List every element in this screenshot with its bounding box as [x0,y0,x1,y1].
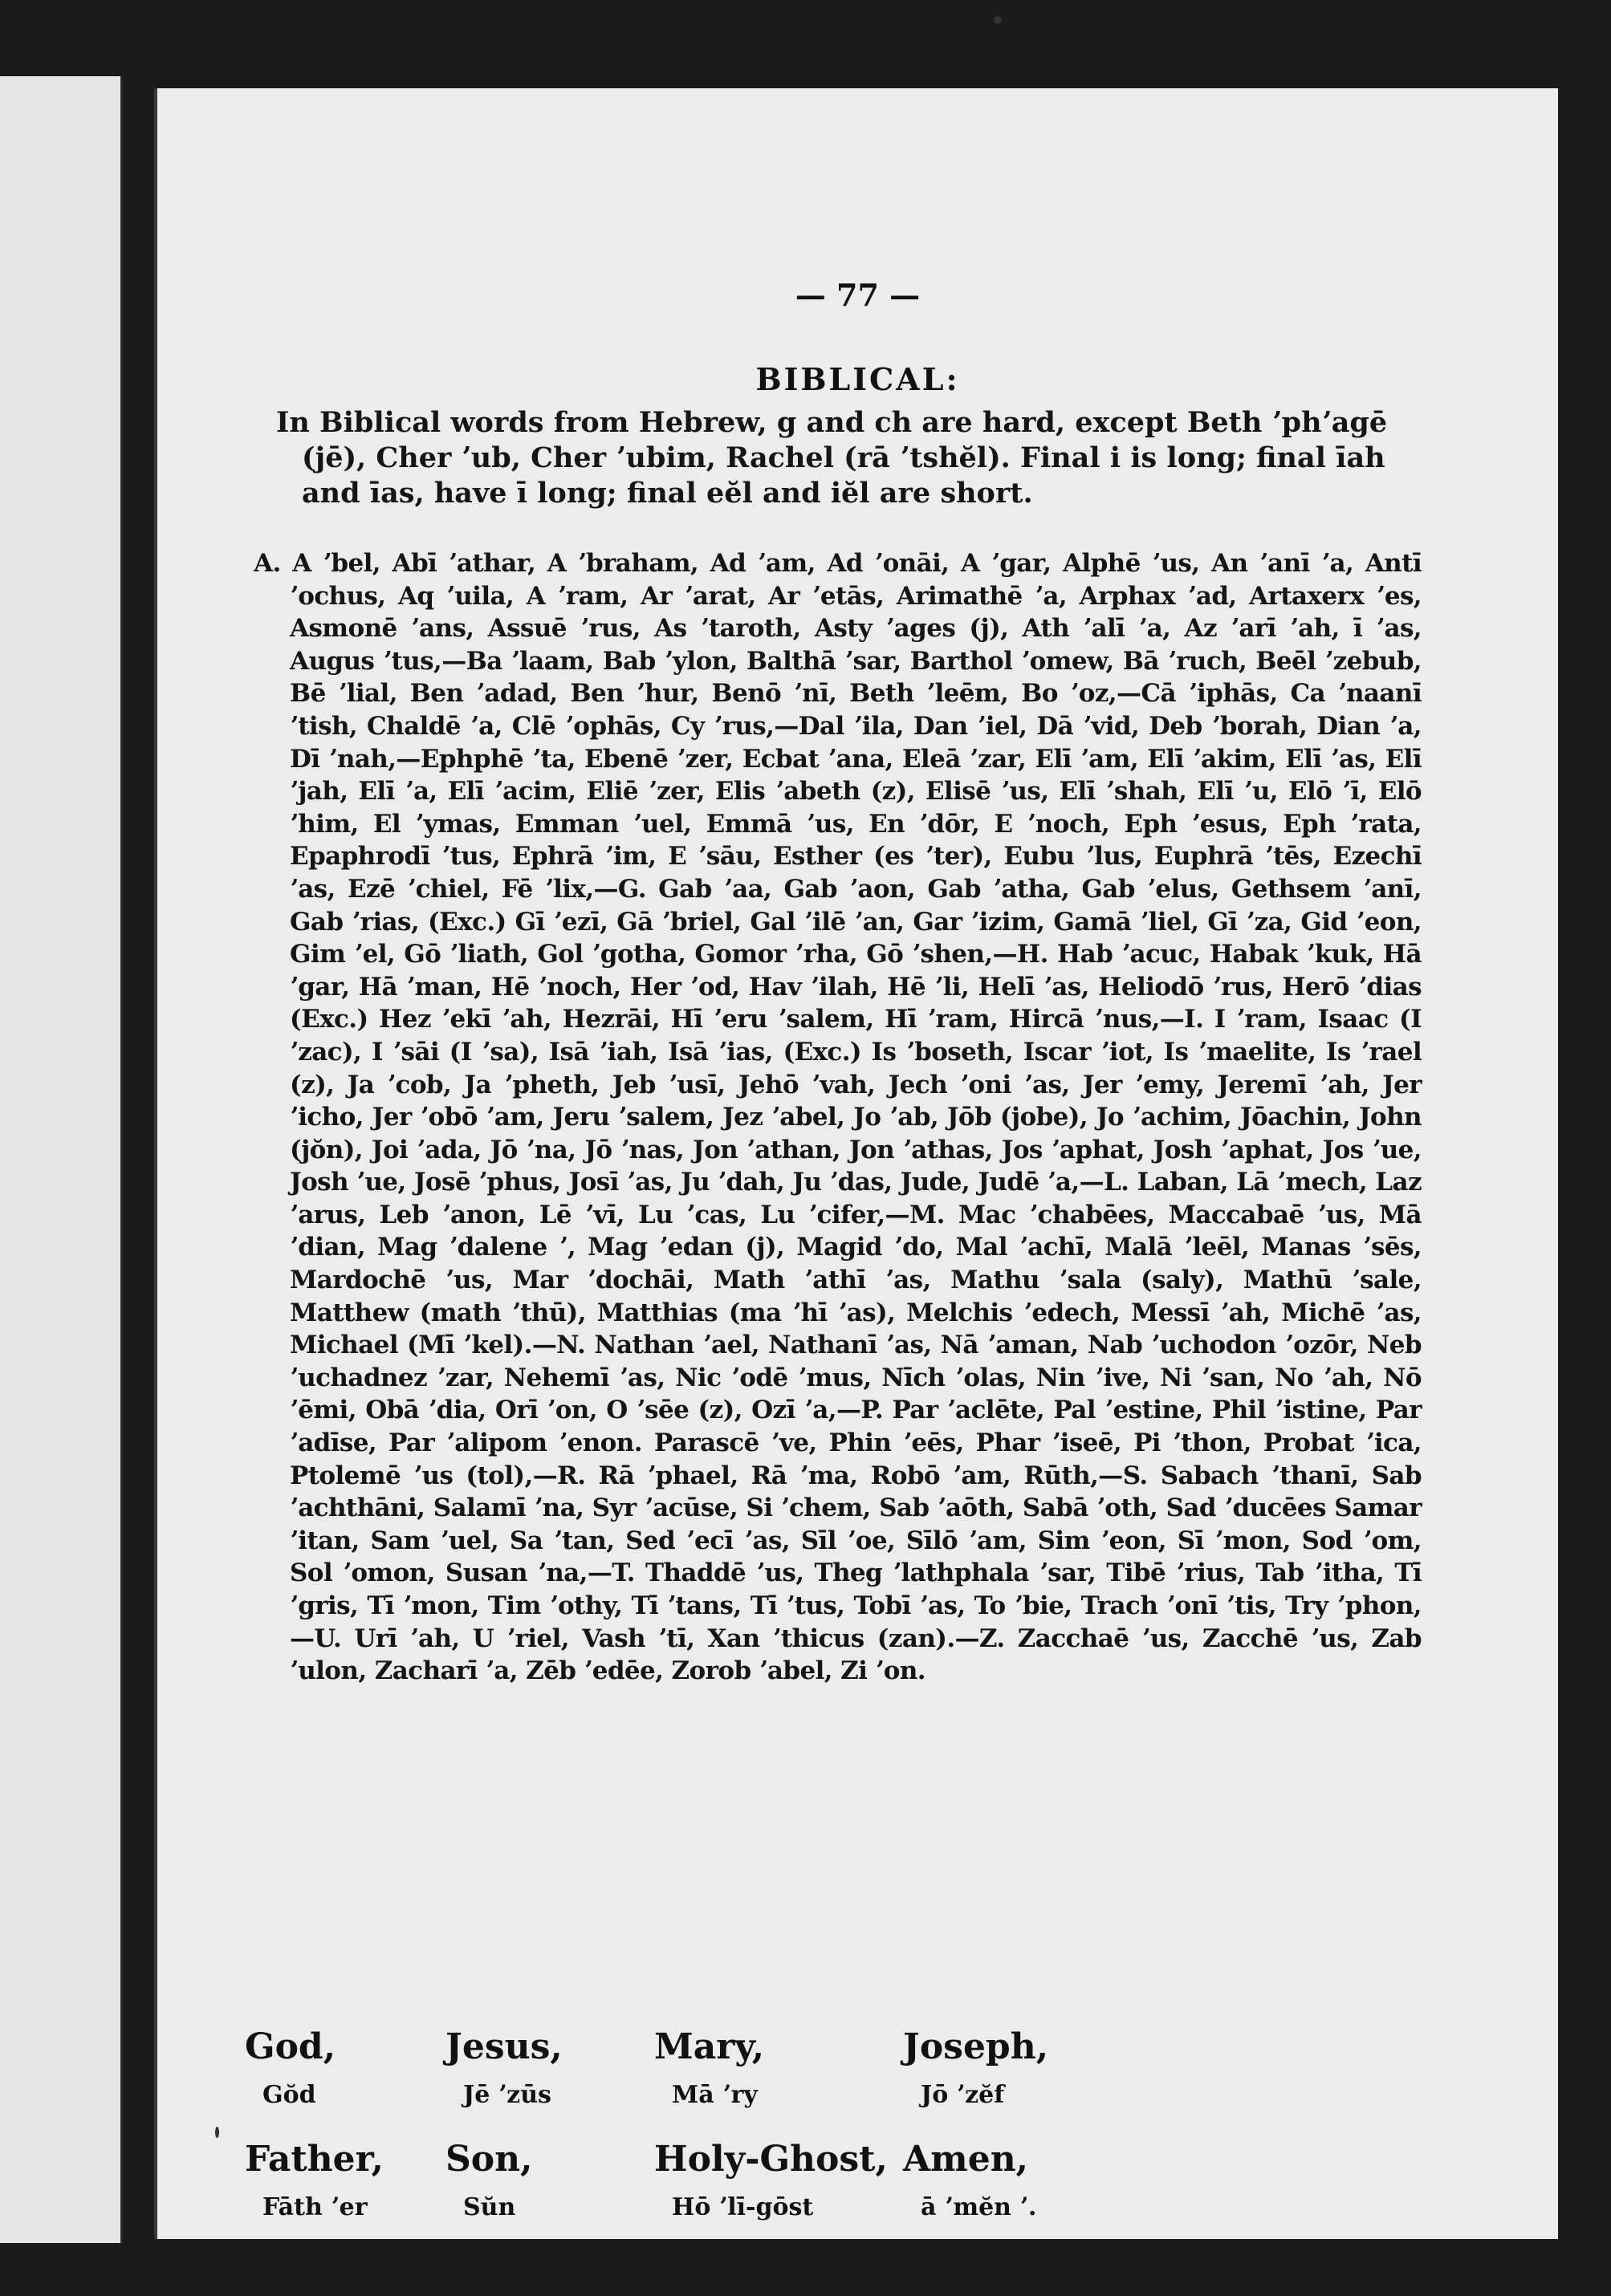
name-pronunciation: Hō ʼlī-gōst [672,2193,814,2221]
name-word: Joseph, [903,2026,1049,2067]
ink-mark [215,2127,219,2138]
name-word: God, [245,2026,336,2067]
name-word: Jesus, [445,2026,563,2067]
page-number: — 77 — [795,277,921,313]
name-pronunciation: Fāth ʼer [262,2193,368,2221]
name-word: Son, [445,2139,533,2180]
name-pronunciation: Sŭn [463,2193,516,2221]
sacred-names-table [245,2026,1248,2243]
name-pronunciation: Mā ʼry [672,2081,758,2109]
name-pronunciation: Jō ʼzĕf [921,2081,1005,2109]
name-word: Amen, [903,2139,1028,2180]
adjacent-page-edge [0,76,123,2243]
name-word: Father, [245,2139,384,2180]
name-word: Holy-Ghost, [654,2139,888,2180]
intro-paragraph: In Biblical words from Hebrew, g and ch are hard, except Beth ʼphʼagē (jē), Cher ʼub, Cher ʼubim, Rachel (rā ʼtshĕl). Final i is long; final īah and īas, have ī long; final eĕl and iĕl are short. [276,406,1388,510]
book-page [154,88,1558,2239]
name-pronunciation: Jē ʼzūs [463,2081,551,2109]
ink-speck [994,16,1002,24]
name-pronunciation: Gŏd [262,2081,316,2109]
section-heading: BIBLICAL: [755,361,960,397]
name-word: Mary, [654,2026,765,2067]
biblical-names-list: A. A ʼbel, Abī ʼathar, A ʼbraham, Ad ʼam, Ad ʼonāi, A ʼgar, Alphē ʼus, An ʼanī ʼa, Antī ʼochus, Aq ʼuila, A ʼram, Ar ʼarat, Ar ʼetās, Arimathē ʼa, Arphax ʼad, Artaxerx ʼes, Asmonē ʼans, Assuē ʼrus, As ʼtaroth, Asty ʼages (j), Ath ʼalī ʼa, Az ʼarī ʼah, ī ʼas, Augus ʼtus,—Ba ʼlaam, Bab ʼylon, Balthā ʼsar, Barthol ʼomew, Bā ʼruch, Beēl ʼzebub, Bē ʼlial, Ben ʼadad, Ben ʼhur, Benō ʼnī, Beth ʼleēm, Bo ʼoz,—Cā ʼiphās, Ca ʼnaanī ʼtish, Chaldē ʼa, Clē ʼophās, Cy ʼrus,—Dal ʼila, Dan ʼiel, Dā ʼvid, Deb ʼborah, Dian ʼa, Dī ʼnah,—Ephphē ʼta, Ebenē ʼzer, Ecbat ʼana, Eleā ʼzar, Elī ʼam, Elī ʼakim, Elī ʼas, Elī ʼjah, Elī ʼa, Elī ʼacim, Eliē ʼzer, Elis ʼabeth (z), Elisē ʼus, Elī ʼshah, Elī ʼu, Elō ʼī, Elō ʼhim, El ʼymas, Emman ʼuel, Emmā ʼus, En ʼdōr, E ʼnoch, Eph ʼesus, Eph ʼrata, Epaphrodī ʼtus, Ephrā ʼim, E ʼsāu, Esther (es ʼter), Eubu ʼlus, Euphrā ʼtēs, Ezechī ʼas, Ezē ʼchiel, Fē ʼlix,—G. Gab ʼaa, Gab ʼaon, Gab ʼatha, Gab ʼelus, Gethsem ʼanī, Gab ʼrias, (Exc.) Gī ʼezī, Gā ʼbriel, Gal ʼilē ʼan, Gar ʼizim, Gamā ʼliel, Gī ʼza, Gid ʼeon, Gim ʼel, Gō ʼliath, Gol ʼgotha, Gomor ʼrha, Gō ʼshen,—H. Hab ʼacuc, Habak ʼkuk, Hā ʼgar, Hā ʼman, Hē ʼnoch, Her ʼod, Hav ʼilah, Hē ʼli, Helī ʼas, Heliodō ʼrus, Herō ʼdias (Exc.) Hez ʼekī ʼah, Hezrāi, Hī ʼeru ʼsalem, Hī ʼram, Hircā ʼnus,—I. I ʼram, Isaac (I ʼzac), I ʼsāi (I ʼsa), Isā ʼiah, Isā ʼias, (Exc.) Is ʼboseth, Iscar ʼiot, Is ʼmaelite, Is ʼrael (z), Ja ʼcob, Ja ʼpheth, Jeb ʼusī, Jehō ʼvah, Jech ʼoni ʼas, Jer ʼemy, Jeremī ʼah, Jer ʼicho, Jer ʼobō ʼam, Jeru ʼsalem, Jez ʼabel, Jo ʼab, Jōb (jobe), Jo ʼachim, Jōachin, John (jŏn), Joi ʼada, Jō ʼna, Jō ʼnas, Jon ʼathan, Jon ʼathas, Jos ʼaphat, Josh ʼaphat, Jos ʼue, Josh ʼue, Josē ʼphus, Josī ʼas, Ju ʼdah, Ju ʼdas, Jude, Judē ʼa,—L. Laban, Lā ʼmech, Laz ʼarus, Leb ʼanon, Lē ʼvī, Lu ʼcas, Lu ʼcifer,—M. Mac ʼchabēes, Maccabaē ʼus, Mā ʼdian, Mag ʼdalene ʼ, Mag ʼedan (j), Magid ʼdo, Mal ʼachī, Malā ʼleēl, Manas ʼsēs, Mardochē ʼus, Mar ʼdochāi, Math ʼathī ʼas, Mathu ʼsala (saly), Mathū ʼsale, Matthew (math ʼthū), Matthias (ma ʼhī ʼas), Melchis ʼedech, Messī ʼah, Michē ʼas, Michael (Mī ʼkel).—N. Nathan ʼael, Nathanī ʼas, Nā ʼaman, Nab ʼuchodon ʼozōr, Neb ʼuchadnez ʼzar, Nehemī ʼas, Nic ʼodē ʼmus, Nīch ʼolas, Nin ʼive, Ni ʼsan, No ʼah, Nō ʼēmi, Obā ʼdia, Orī ʼon, O ʼsēe (z), Ozī ʼa,—P. Par ʼaclēte, Pal ʼestine, Phil ʼistine, Par ʼadīse, Par ʼalipom ʼenon. Parascē ʼve, Phin ʼeēs, Phar ʼiseē, Pi ʼthon, Probat ʼica, Ptolemē ʼus (tol),—R. Rā ʼphael, Rā ʼma, Robō ʼam, Rūth,—S. Sabach ʼthanī, Sab ʼachthāni, Salamī ʼna, Syr ʼacūse, Si ʼchem, Sab ʼaōth, Sabā ʼoth, Sad ʼducēes Samar ʼitan, Sam ʼuel, Sa ʼtan, Sed ʼecī ʼas, Sīl ʼoe, Sīlō ʼam, Sim ʼeon, Sī ʼmon, Sod ʼom, Sol ʼomon, Susan ʼna,—T. Thaddē ʼus, Theg ʼlathphala ʼsar, Tibē ʼrius, Tab ʼitha, Tī ʼgris, Tī ʼmon, Tim ʼothy, Tī ʼtans, Tī ʼtus, Tobī ʼas, To ʼbie, Trach ʼonī ʼtis, Try ʼphon,—U. Urī ʼah, U ʼriel, Vash ʼtī, Xan ʼthicus (zan).—Z. Zacchaē ʼus, Zacchē ʼus, Zab ʼulon, Zacharī ʼa, Zēb ʼedēe, Zorob ʼabel, Zi ʼon. [254,549,1422,1686]
name-pronunciation: ā ʼmĕn ʼ. [921,2193,1037,2221]
